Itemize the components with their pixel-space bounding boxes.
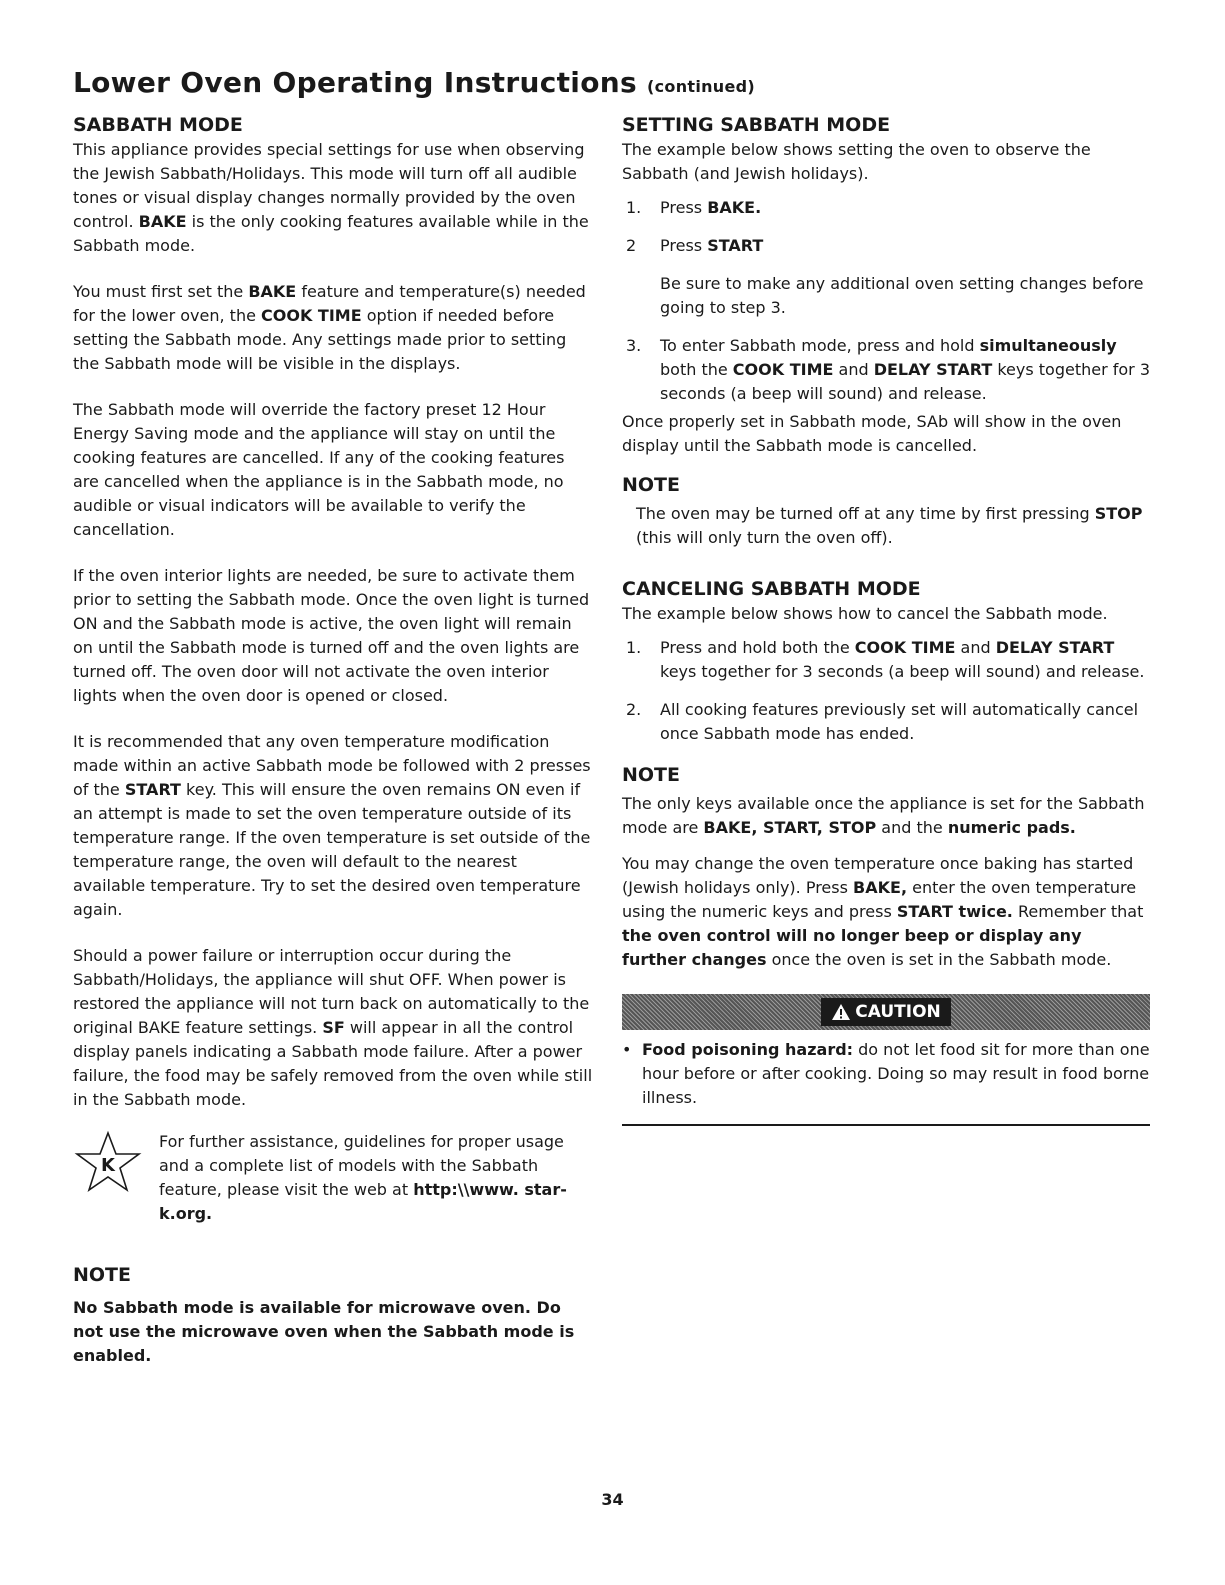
- setting-step-2-note: Be sure to make any additional oven setting changes before going to step 3.: [660, 274, 1144, 317]
- page-title: [73, 66, 755, 99]
- page-number: 34: [601, 1490, 624, 1509]
- left-column: [73, 112, 593, 1368]
- setting-intro: The example below shows setting the oven to observe the Sabbath (and Jewish holidays).: [622, 140, 1091, 183]
- caution-text: CAUTION: [855, 1002, 941, 1022]
- setting-step-1: 1. Press BAKE.: [626, 198, 762, 217]
- setting-step-3: 3. To enter Sabbath mode, press and hold simultaneously both the COOK TIME and DELAY START keys together for 3 seconds (a beep will sound) and release.: [626, 336, 1150, 403]
- star-k-link[interactable]: http:\\www. star-k.org.: [159, 1180, 567, 1223]
- warning-triangle-icon: [831, 1003, 851, 1021]
- setting-sabbath-heading: SETTING SABBATH MODE: [622, 114, 891, 136]
- cancel-intro: The example below shows how to cancel the Sabbath mode.: [622, 604, 1108, 623]
- star-k-logo-icon: [73, 1130, 159, 1226]
- note-2-heading: NOTE: [622, 764, 680, 786]
- temperature-change-text: You may change the oven temperature once baking has started (Jewish holidays only). Press BAKE, enter the oven temperature using the numeric keys and press START twice. Remember that the oven control will no longer beep or display any further changes once the oven is set in the Sabbath mode.: [622, 854, 1144, 969]
- star-k-logo-letter: K: [101, 1155, 115, 1176]
- left-note-heading: NOTE: [73, 1264, 131, 1286]
- setting-step-2: 2 Press START: [626, 236, 764, 255]
- cancel-steps: [622, 636, 1150, 746]
- star-k-block: [73, 1130, 593, 1226]
- sabbath-paragraph-4: If the oven interior lights are needed, be sure to activate them prior to setting the Sabbath mode. Once the oven light is turned ON and the Sabbath mode is active, the oven light will remain on until the Sabbath mode is turned off and the oven lights are turned off. The oven door will not activate the oven interior lights when the oven door is opened or closed.: [73, 566, 590, 705]
- caution-bullet: • Food poisoning hazard: do not let food sit for more than one hour before or after cooking. Doing so may result in food borne illness.: [622, 1038, 1150, 1126]
- setting-steps: [622, 196, 1150, 406]
- sabbath-paragraph-6: Should a power failure or interruption occur during the Sabbath/Holidays, the appliance will shut OFF. When power is restored the appliance will not turn back on automatically to the original BAKE feature settings. SF will appear in all the control display panels indicating a Sabbath mode failure. After a power failure, the food may be safely removed from the oven while still in the Sabbath mode.: [73, 946, 593, 1109]
- note-1-text: The oven may be turned off at any time by first pressing STOP (this will only turn the oven off).: [636, 504, 1143, 547]
- right-column: [622, 112, 1150, 1126]
- caution-banner: [622, 994, 1150, 1030]
- cancel-step-1: 1. Press and hold both the COOK TIME and DELAY START keys together for 3 seconds (a beep will sound) and release.: [626, 638, 1145, 681]
- bullet-dot-icon: •: [622, 1040, 632, 1059]
- star-k-text: For further assistance, guidelines for proper usage and a complete list of models with the Sabbath feature, please visit the web at http:\\www. star-k.org.: [159, 1132, 567, 1223]
- sabbath-mode-heading: SABBATH MODE: [73, 114, 243, 136]
- caution-label: [821, 998, 951, 1026]
- note-1-heading: NOTE: [622, 474, 680, 496]
- canceling-sabbath-heading: CANCELING SABBATH MODE: [622, 578, 921, 600]
- once-set-text: Once properly set in Sabbath mode, SAb will show in the oven display until the Sabbath mode is cancelled.: [622, 412, 1122, 455]
- title-main: Lower Oven Operating Instructions: [73, 66, 637, 99]
- sabbath-paragraph-1: This appliance provides special settings for use when observing the Jewish Sabbath/Holidays. This mode will turn off all audible tones or visual display changes normally provided by the oven control. BAKE is the only cooking features available while in the Sabbath mode.: [73, 140, 589, 255]
- sabbath-paragraph-3: The Sabbath mode will override the factory preset 12 Hour Energy Saving mode and the appliance will stay on until the cooking features are cancelled. If any of the cooking features are cancelled when the appliance is in the Sabbath mode, no audible or visual indicators will be available to verify the cancellation.: [73, 400, 565, 539]
- cancel-step-2: 2. All cooking features previously set will automatically cancel once Sabbath mode has ended.: [626, 700, 1139, 743]
- note-2-text: The only keys available once the appliance is set for the Sabbath mode are BAKE, START, STOP and the numeric pads.: [622, 794, 1145, 837]
- sabbath-paragraph-2: You must first set the BAKE feature and temperature(s) needed for the lower oven, the COOK TIME option if needed before setting the Sabbath mode. Any settings made prior to setting the Sabbath mode will be visible in the displays.: [73, 282, 586, 373]
- sabbath-paragraph-5: It is recommended that any oven temperature modification made within an active Sabbath mode be followed with 2 presses of the START key. This will ensure the oven remains ON even if an attempt is made to set the oven temperature outside of its temperature range. If the oven temperature is set outside of the temperature range, the oven will default to the nearest available temperature. Try to set the desired oven temperature again.: [73, 732, 591, 919]
- title-continued: (continued): [647, 77, 756, 96]
- left-note-text: No Sabbath mode is available for microwave oven. Do not use the microwave oven when the Sabbath mode is enabled.: [73, 1298, 575, 1365]
